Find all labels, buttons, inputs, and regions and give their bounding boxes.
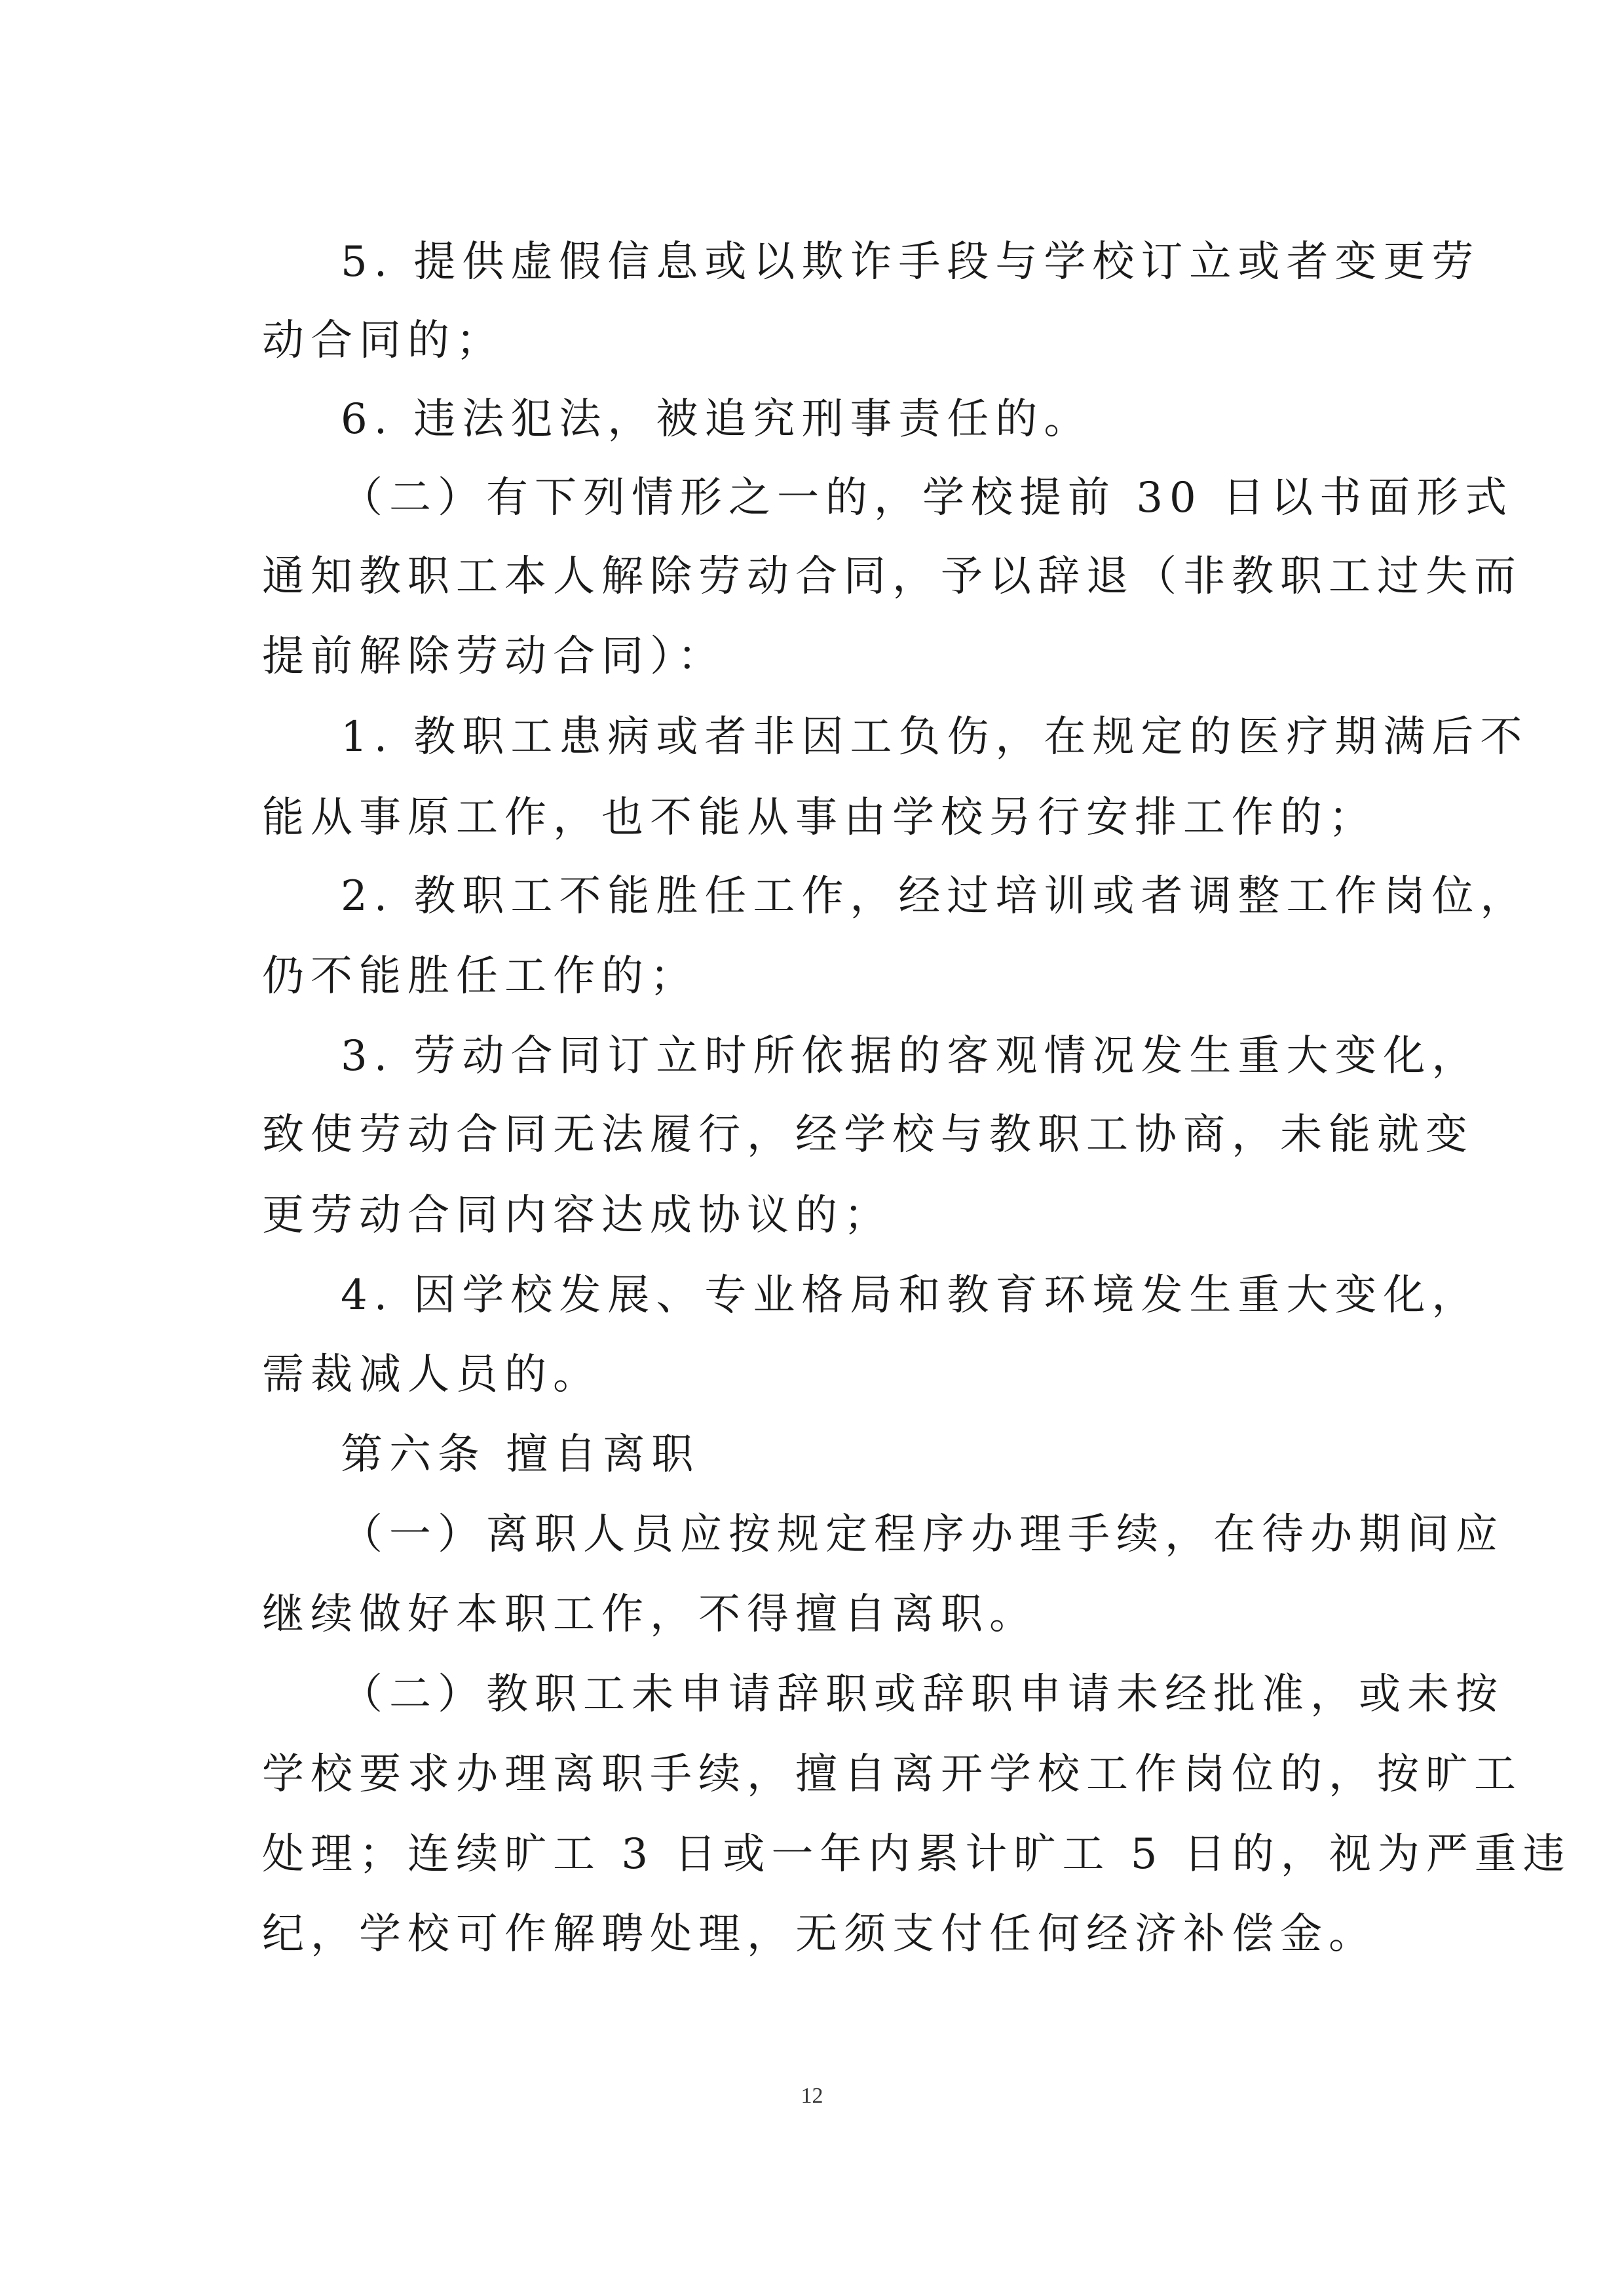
section-heading: 第六条 擅自离职 — [341, 1430, 700, 1479]
text-line: （二）教职工未申请辞职或辞职申请未经批准，或未按 — [341, 1670, 1504, 1719]
text-line: 学校要求办理离职手续，擅自离开学校工作岗位的，按旷工 — [262, 1750, 1522, 1799]
text-line: 6. 违法犯法，被追究刑事责任的。 — [341, 395, 1093, 444]
text-line: 纪，学校可作解聘处理，无须支付任何经济补偿金。 — [262, 1910, 1377, 1959]
text-line: 5. 提供虚假信息或以欺诈手段与学校订立或者变更劳 — [341, 238, 1481, 286]
text-line: 更劳动合同内容达成协议的； — [262, 1191, 892, 1240]
text-line: 需裁减人员的。 — [262, 1350, 601, 1399]
text-line: （二）有下列情形之一的，学校提前 30 日以书面形式 — [341, 474, 1514, 522]
text-line: 仍不能胜任工作的； — [262, 952, 698, 1001]
text-line: 动合同的； — [262, 316, 504, 365]
text-line: 处理；连续旷工 3 日或一年内累计旷工 5 日的，视为严重违 — [262, 1830, 1572, 1879]
text-line: 能从事原工作，也不能从事由学校另行安排工作的； — [262, 794, 1377, 842]
text-line: 4. 因学校发展、专业格局和教育环境发生重大变化， — [341, 1271, 1481, 1320]
text-line: 2. 教职工不能胜任工作，经过培训或者调整工作岗位， — [341, 872, 1529, 921]
text-line: 通知教职工本人解除劳动合同，予以辞退（非教职工过失而 — [262, 552, 1522, 601]
page-number: 12 — [801, 2084, 823, 2108]
text-line: 提前解除劳动合同）： — [262, 632, 726, 681]
text-line: 继续做好本职工作，不得擅自离职。 — [262, 1590, 1038, 1639]
text-line: 1. 教职工患病或者非因工负伤，在规定的医疗期满后不 — [341, 713, 1529, 761]
text-line: 致使劳动合同无法履行，经学校与教职工协商，未能就变 — [262, 1111, 1474, 1159]
text-line: 3. 劳动合同订立时所依据的客观情况发生重大变化， — [341, 1032, 1481, 1081]
text-line: （一）离职人员应按规定程序办理手续，在待办期间应 — [341, 1510, 1504, 1559]
